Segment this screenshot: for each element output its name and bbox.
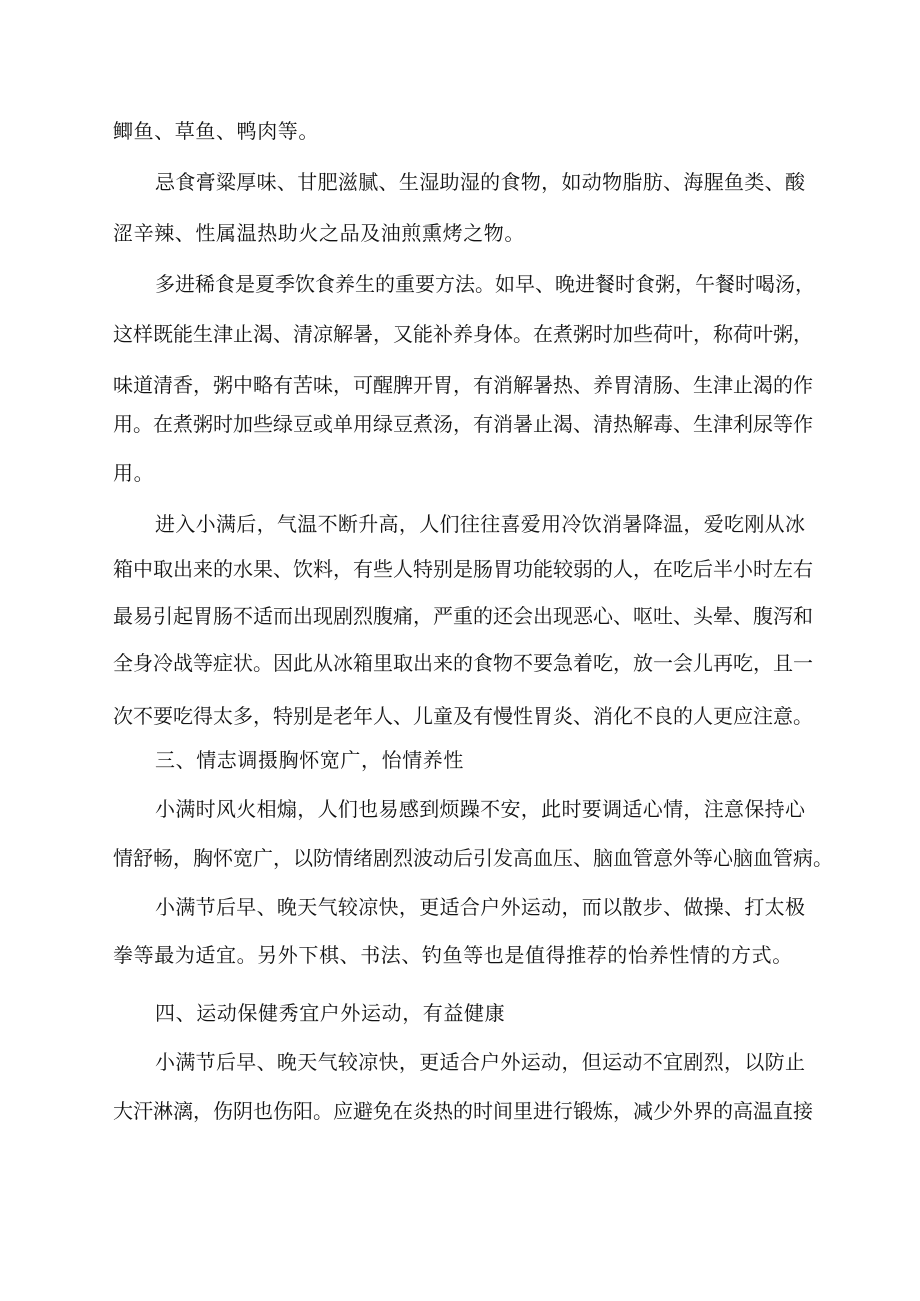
text-line-14: 小满时风火相煽，人们也易感到烦躁不安，此时要调适心情，注意保持心 xyxy=(155,797,805,821)
text-line-5: 这样既能生津止渴、清凉解暑，又能补养身体。在煮粥时加些荷叶，称荷叶粥， xyxy=(113,322,813,346)
text-line-10: 箱中取出来的水果、饮料，有些人特别是肠胃功能较弱的人，在吃后半小时左右 xyxy=(113,557,813,581)
text-line-11: 最易引起胃肠不适而出现剧烈腹痛，严重的还会出现恶心、呕吐、头晕、腹泻和 xyxy=(113,604,813,628)
section-heading-3: 三、情志调摄胸怀宽广，怡情养性 xyxy=(155,748,464,772)
text-line-13: 次不要吃得太多，特别是老年人、儿童及有慢性胃炎、消化不良的人更应注意。 xyxy=(113,704,813,728)
text-line-16: 小满节后早、晚天气较凉快，更适合户外运动，而以散步、做操、打太极 xyxy=(155,895,805,919)
text-line-7: 用。在煮粥时加些绿豆或单用绿豆煮汤，有消暑止渴、清热解毒、生津利尿等作 xyxy=(113,412,813,436)
text-line-2: 忌食膏粱厚味、甘肥滋腻、生湿助湿的食物，如动物脂肪、海腥鱼类、酸 xyxy=(155,170,805,194)
text-line-1: 鲫鱼、草鱼、鸭肉等。 xyxy=(113,119,319,143)
text-line-15: 情舒畅，胸怀宽广，以防情绪剧烈波动后引发高血压、脑血管意外等心脑血管病。 xyxy=(113,846,833,870)
text-line-17: 拳等最为适宜。另外下棋、书法、钓鱼等也是值得推荐的怡养性情的方式。 xyxy=(113,943,793,967)
text-line-3: 涩辛辣、性属温热助火之品及油煎熏烤之物。 xyxy=(113,221,525,245)
text-line-19: 大汗淋漓，伤阴也伤阳。应避免在炎热的时间里进行锻炼，减少外界的高温直接 xyxy=(113,1099,813,1123)
text-line-9: 进入小满后，气温不断升高，人们往往喜爱用冷饮消暑降温，爱吃刚从冰 xyxy=(155,512,805,536)
section-heading-4: 四、运动保健秀宜户外运动，有益健康 xyxy=(155,1001,506,1025)
text-line-4: 多进稀食是夏季饮食养生的重要方法。如早、晚进餐时食粥，午餐时喝汤， xyxy=(155,272,815,296)
text-line-12: 全身冷战等症状。因此从冰箱里取出来的食物不要急着吃，放一会儿再吃，且一 xyxy=(113,651,813,675)
text-line-6: 味道清香，粥中略有苦味，可醒脾开胃，有消解暑热、养胃清肠、生津止渴的作 xyxy=(113,373,813,397)
text-line-8: 用。 xyxy=(113,461,155,485)
text-line-18: 小满节后早、晚天气较凉快，更适合户外运动，但运动不宜剧烈，以防止 xyxy=(155,1050,805,1074)
